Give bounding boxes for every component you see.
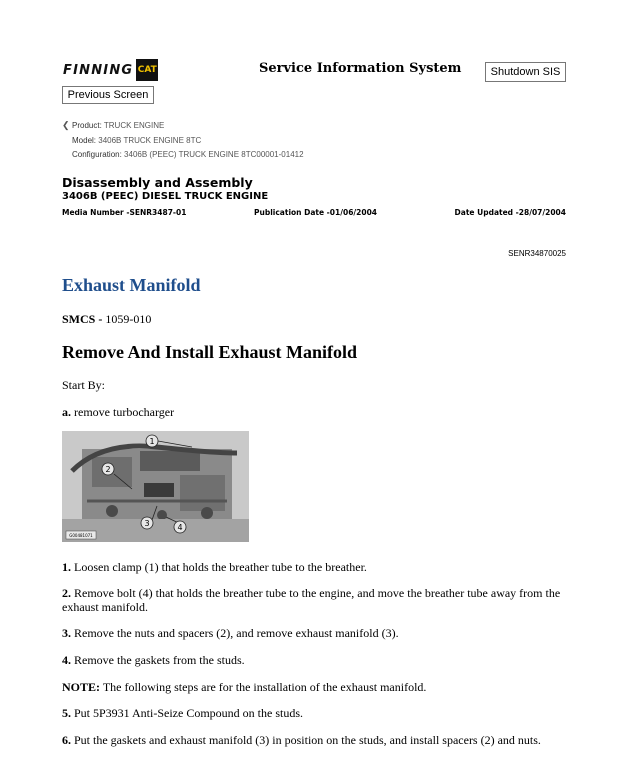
- product-line: [72, 121, 164, 130]
- callout-3: [141, 517, 153, 529]
- document-reference-number: SENR34870025: [508, 249, 566, 258]
- prerequisite-text: remove turbocharger: [74, 405, 175, 419]
- configuration-label: Configuration:: [72, 150, 122, 159]
- smcs-label: SMCS -: [62, 312, 103, 326]
- step-6: [62, 733, 567, 747]
- step-4-text: Remove the gaskets from the studs.: [74, 653, 245, 667]
- step-2-number: 2.: [62, 586, 71, 600]
- installation-note: [62, 680, 567, 694]
- shutdown-sis-button[interactable]: Shutdown SIS: [485, 62, 566, 82]
- date-updated: Date Updated -28/07/2004: [454, 208, 566, 217]
- step-3-text: Remove the nuts and spacers (2), and remove exhaust manifold (3).: [74, 626, 399, 640]
- step-5: [62, 706, 567, 720]
- media-number: Media Number -SENR3487-01: [62, 208, 187, 217]
- model-line: [72, 136, 201, 145]
- model-value: 3406B TRUCK ENGINE 8TC: [98, 136, 202, 145]
- engine-photo-graphic: [62, 431, 249, 542]
- step-4: [62, 653, 567, 667]
- smcs-code: [62, 312, 151, 327]
- exhaust-manifold-illustration: [62, 431, 249, 542]
- callout-2: [102, 463, 114, 475]
- configuration-line: [72, 150, 304, 159]
- note-label: NOTE:: [62, 680, 101, 694]
- figure-tag: G00481071: [69, 533, 93, 538]
- configuration-value: 3406B (PEEC) TRUCK ENGINE 8TC00001-01412: [124, 150, 304, 159]
- prerequisite-step: [62, 405, 567, 419]
- section-title: Exhaust Manifold: [62, 275, 201, 295]
- step-6-text: Put the gaskets and exhaust manifold (3) in position on the studs, and install spacers (2) and nuts.: [74, 733, 541, 747]
- step-1-text: Loosen clamp (1) that holds the breather tube to the breather.: [74, 560, 367, 574]
- publication-date: Publication Date -01/06/2004: [254, 208, 378, 217]
- procedure-title: Remove And Install Exhaust Manifold: [62, 342, 358, 362]
- callout-4: [174, 521, 186, 533]
- document-title: Disassembly and Assembly: [62, 175, 253, 190]
- callout-1: [146, 435, 158, 447]
- model-label: Model:: [72, 136, 97, 145]
- document-subtitle: 3406B (PEEC) DIESEL TRUCK ENGINE: [62, 191, 269, 202]
- step-5-text: Put 5P3931 Anti-Seize Compound on the studs.: [74, 706, 304, 720]
- step-1: [62, 560, 567, 574]
- cat-logo-badge: CAT: [136, 59, 158, 81]
- step-6-number: 6.: [62, 733, 71, 747]
- page-title: Service Information System: [259, 61, 462, 76]
- note-text: The following steps are for the installation of the exhaust manifold.: [102, 680, 427, 694]
- back-chevron-icon[interactable]: ❮: [62, 120, 70, 130]
- step-3: [62, 626, 567, 640]
- step-2: [62, 586, 567, 614]
- finning-logo-text: FINNING: [63, 62, 134, 78]
- product-label: Product:: [72, 121, 102, 130]
- callout-2-label: 2: [105, 465, 111, 474]
- step-4-number: 4.: [62, 653, 71, 667]
- smcs-value: 1059-010: [105, 312, 152, 326]
- callout-3-label: 3: [144, 519, 150, 528]
- step-3-number: 3.: [62, 626, 71, 640]
- step-5-number: 5.: [62, 706, 71, 720]
- previous-screen-button[interactable]: Previous Screen: [62, 86, 154, 104]
- callout-1-label: 1: [149, 437, 155, 446]
- step-1-number: 1.: [62, 560, 71, 574]
- finning-cat-logo: [63, 59, 158, 81]
- prerequisite-letter: a.: [62, 405, 71, 419]
- product-value: TRUCK ENGINE: [103, 121, 165, 130]
- step-2-text: Remove bolt (4) that holds the breather tube to the engine, and move the breather tube away from the exhaust manifold.: [62, 586, 561, 614]
- start-by-label: Start By:: [62, 378, 106, 392]
- callout-4-label: 4: [177, 523, 183, 532]
